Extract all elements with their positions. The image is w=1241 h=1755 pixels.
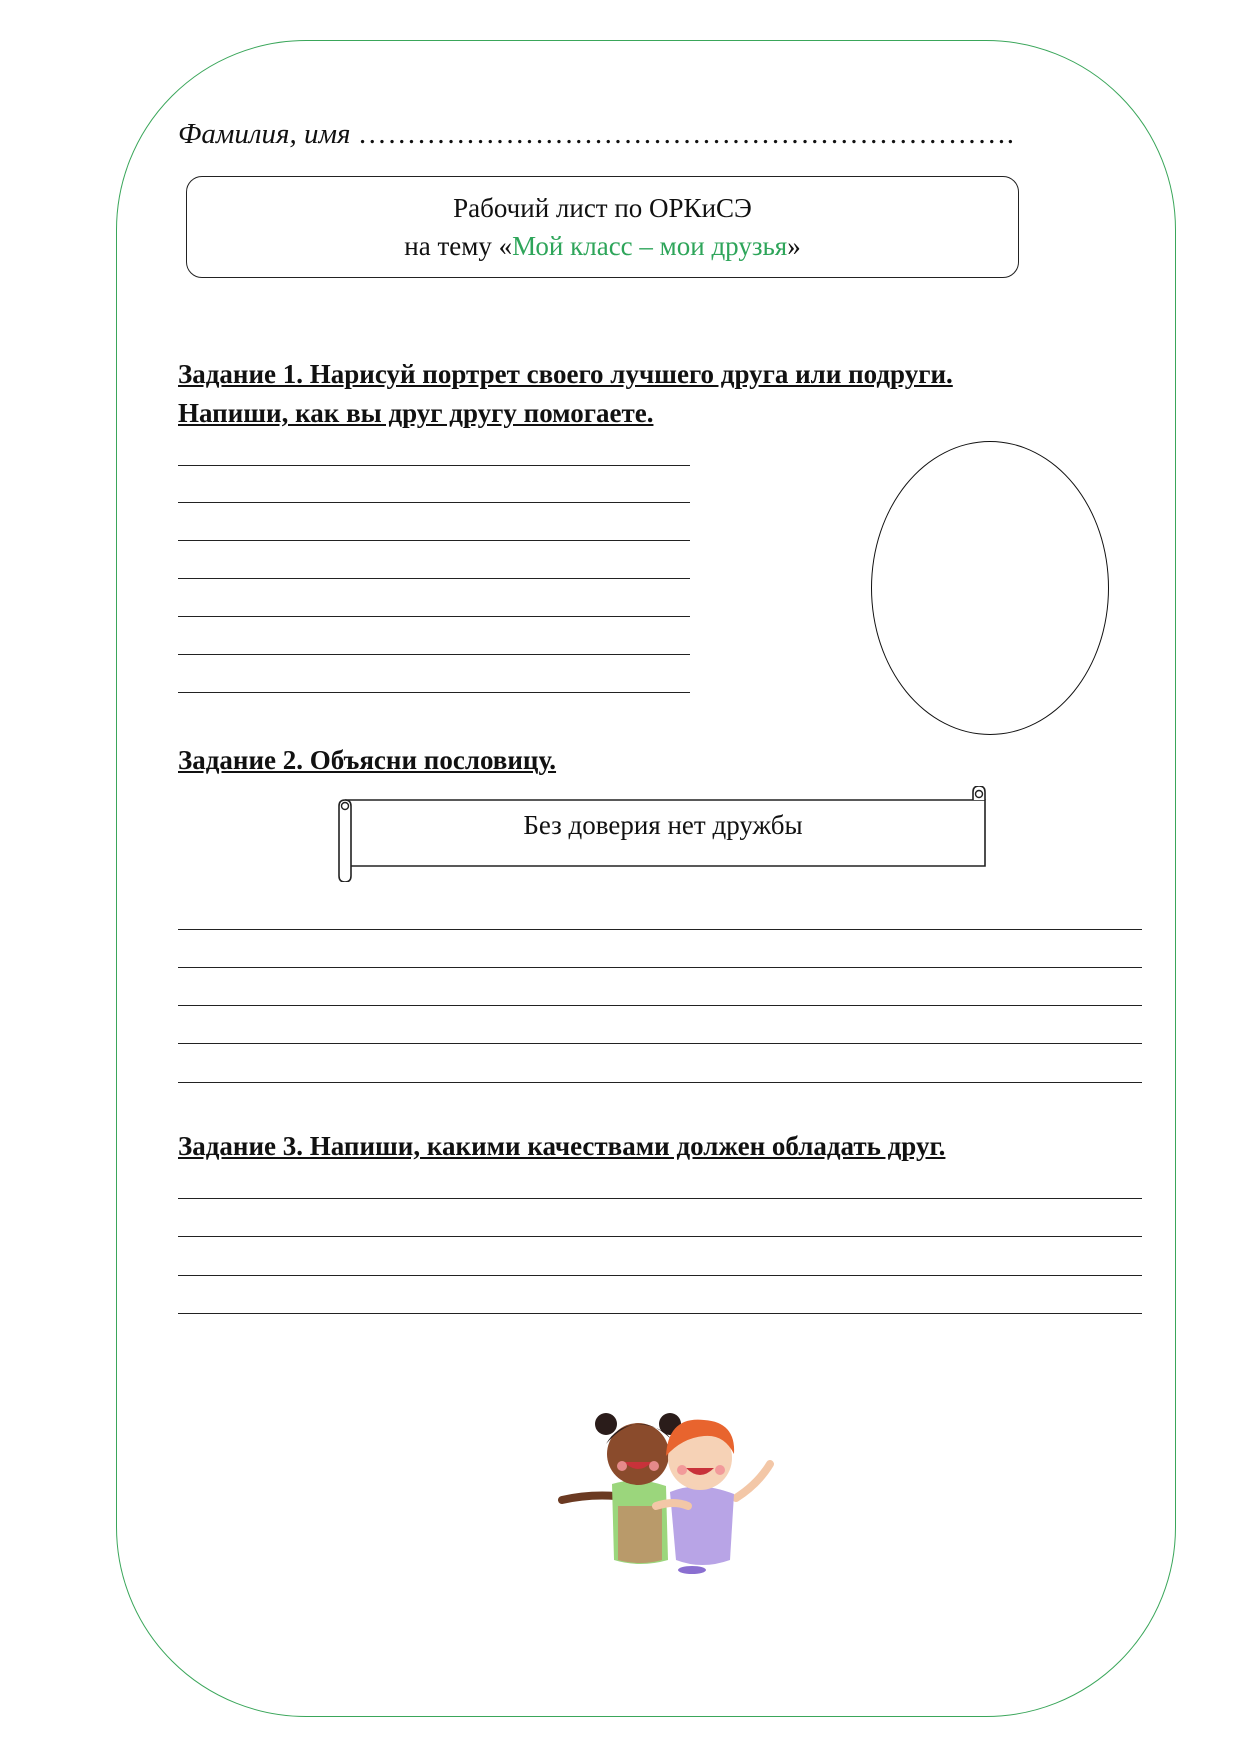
topic-suffix: » <box>787 231 801 261</box>
two-kids-friends-icon <box>558 1410 782 1574</box>
answer-line[interactable] <box>178 502 690 503</box>
answer-line[interactable] <box>178 465 690 466</box>
portrait-oval[interactable] <box>871 441 1109 735</box>
answer-line[interactable] <box>178 1275 1142 1276</box>
answer-line[interactable] <box>178 1198 1142 1199</box>
answer-line[interactable] <box>178 654 690 655</box>
answer-line[interactable] <box>178 1236 1142 1237</box>
task1-title-line1: Задание 1. Нарисуй портрет своего лучшего друга или подруги. <box>178 359 953 389</box>
worksheet-title-box <box>186 176 1019 278</box>
name-label: Фамилия, имя <box>178 118 351 150</box>
answer-line[interactable] <box>178 616 690 617</box>
name-field[interactable] <box>178 118 1014 151</box>
task3-title: Задание 3. Напиши, какими качествами должен обладать друг. <box>178 1131 946 1161</box>
answer-line[interactable] <box>178 1082 1142 1083</box>
answer-line[interactable] <box>178 692 690 693</box>
answer-line[interactable] <box>178 1043 1142 1044</box>
task1-title-line2: Напиши, как вы друг другу помогаете. <box>178 398 654 428</box>
worksheet-topic-line <box>187 227 1018 265</box>
answer-line[interactable] <box>178 540 690 541</box>
task2-title: Задание 2. Объясни пословицу. <box>178 745 557 775</box>
answer-line[interactable] <box>178 1313 1142 1314</box>
proverb-text: Без доверия нет дружбы <box>523 810 803 840</box>
answer-line[interactable] <box>178 578 690 579</box>
answer-line[interactable] <box>178 967 1142 968</box>
proverb-scroll <box>335 786 991 882</box>
topic-text: Мой класс – мои друзья <box>512 231 788 261</box>
answer-line[interactable] <box>178 1005 1142 1006</box>
topic-prefix: на тему « <box>404 231 513 261</box>
answer-line[interactable] <box>178 929 1142 930</box>
name-dots: …………………………………………………………. <box>357 118 1015 150</box>
worksheet-title: Рабочий лист по ОРКиСЭ <box>453 193 752 223</box>
